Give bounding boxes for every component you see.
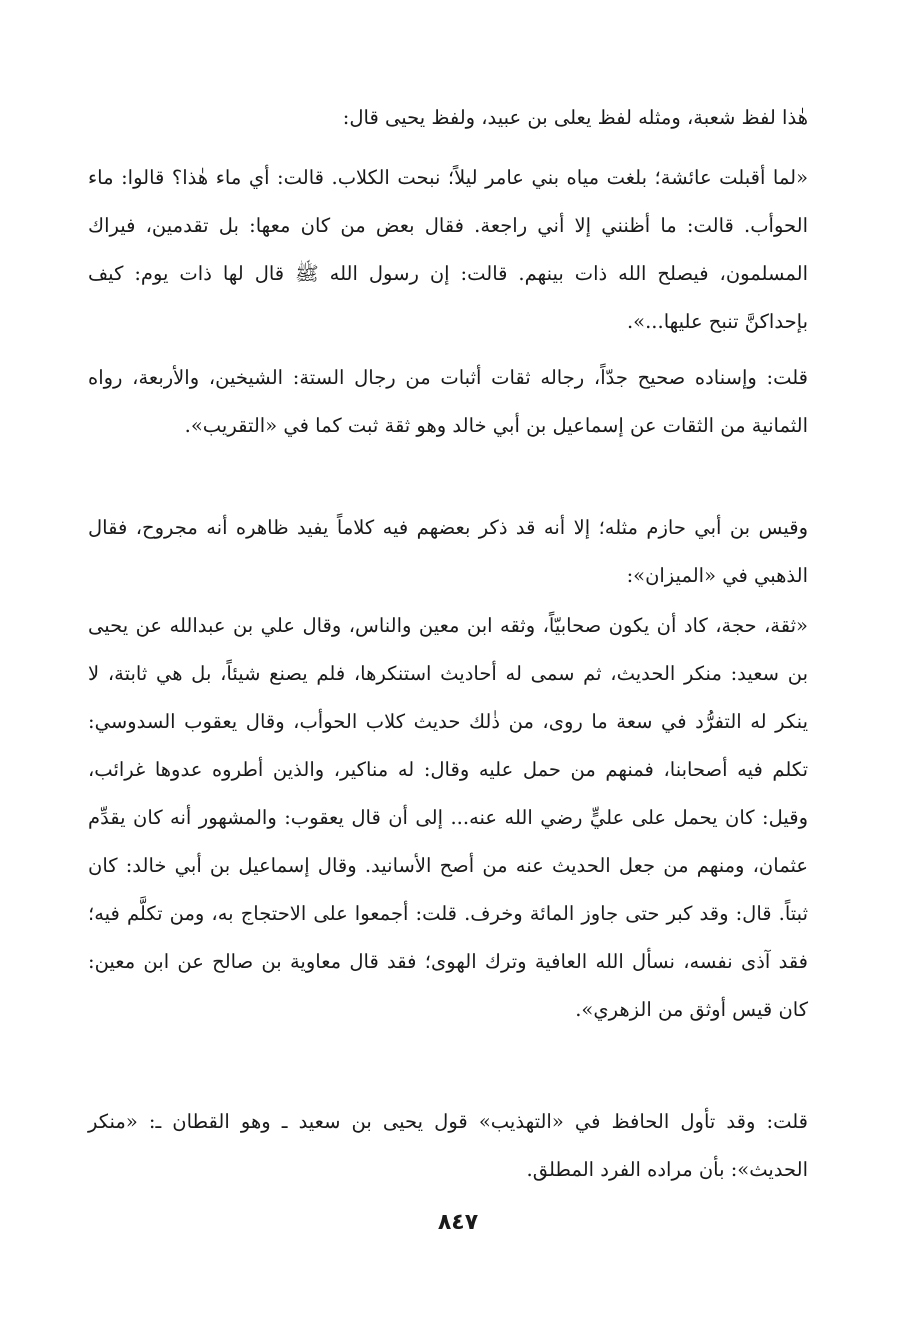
paragraph-qays-note: وقيس بن أبي حازم مثله؛ إلا أنه قد ذكر بعضهم فيه كلاماً يفيد ظاهره أنه مجروح، فقال الذهبي في «الميزان»: [88, 516, 808, 587]
paragraph-intro: هٰذا لفظ شعبة، ومثله لفظ يعلى بن عبيد، ولفظ يحيى قال: [342, 106, 808, 129]
paragraph-conclusion: قلت: وقد تأول الحافظ في «التهذيب» قول يحيى بن سعيد ـ وهو القطان ـ: «منكر الحديث»: بأن مراده الفرد المطلق. [88, 1110, 808, 1181]
paragraph-hadith-text: «لما أقبلت عائشة؛ بلغت مياه بني عامر ليلاً؛ نبحت الكلاب. قالت: أي ماء هٰذا؟ قالوا: ماء الحوأب. قالت: ما أظنني إلا أني راجعة. فقال بعض من كان معها: بل تقدمين، فيراك المسلمون، فيصلح الله ذات بينهم. قالت: إن رسول الله ﷺ قال لها ذات يوم: كيف بإحداكنَّ تنبح عليها...». [88, 166, 808, 333]
paragraph-mizan-quote: «ثقة، حجة، كاد أن يكون صحابيّاً، وثقه ابن معين والناس، وقال علي بن عبدالله عن يحيى بن سعيد: منكر الحديث، ثم سمى له أحاديث استنكرها، فلم يصنع شيئاً، بل هي ثابتة، لا ينكر له التفرُّد في سعة ما روى، من ذٰلك حديث كلاب الحوأب، وقال يعقوب السدوسي: تكلم فيه أصحابنا، فمنهم من حمل عليه وقال: له مناكير، والذين أطروه عدوها غرائب، وقيل: كان يحمل على عليٍّ رضي الله عنه... إلى أن قال يعقوب: والمشهور أنه كان يقدِّم عثمان، ومنهم من جعل الحديث عنه من أصح الأسانيد. وقال إسماعيل بن أبي خالد: كان ثبتاً. قال: وقد كبر حتى جاوز المائة وخرف. قلت: أجمعوا على الاحتجاج به، ومن تكلَّم فيه؛ فقد آذى نفسه، نسأل الله العافية وترك الهوى؛ فقد قال معاوية بن صالح عن ابن معين: كان قيس أوثق من الزهري». [88, 614, 808, 1021]
page-number: ٨٤٧ [437, 1210, 479, 1235]
paragraph-isnad-comment: قلت: وإسناده صحيح جدّاً، رجاله ثقات أثبات من رجال الستة: الشيخين، والأربعة، رواه الثمانية من الثقات عن إسماعيل بن أبي خالد وهو ثقة ثبت كما في «التقريب». [88, 366, 808, 437]
